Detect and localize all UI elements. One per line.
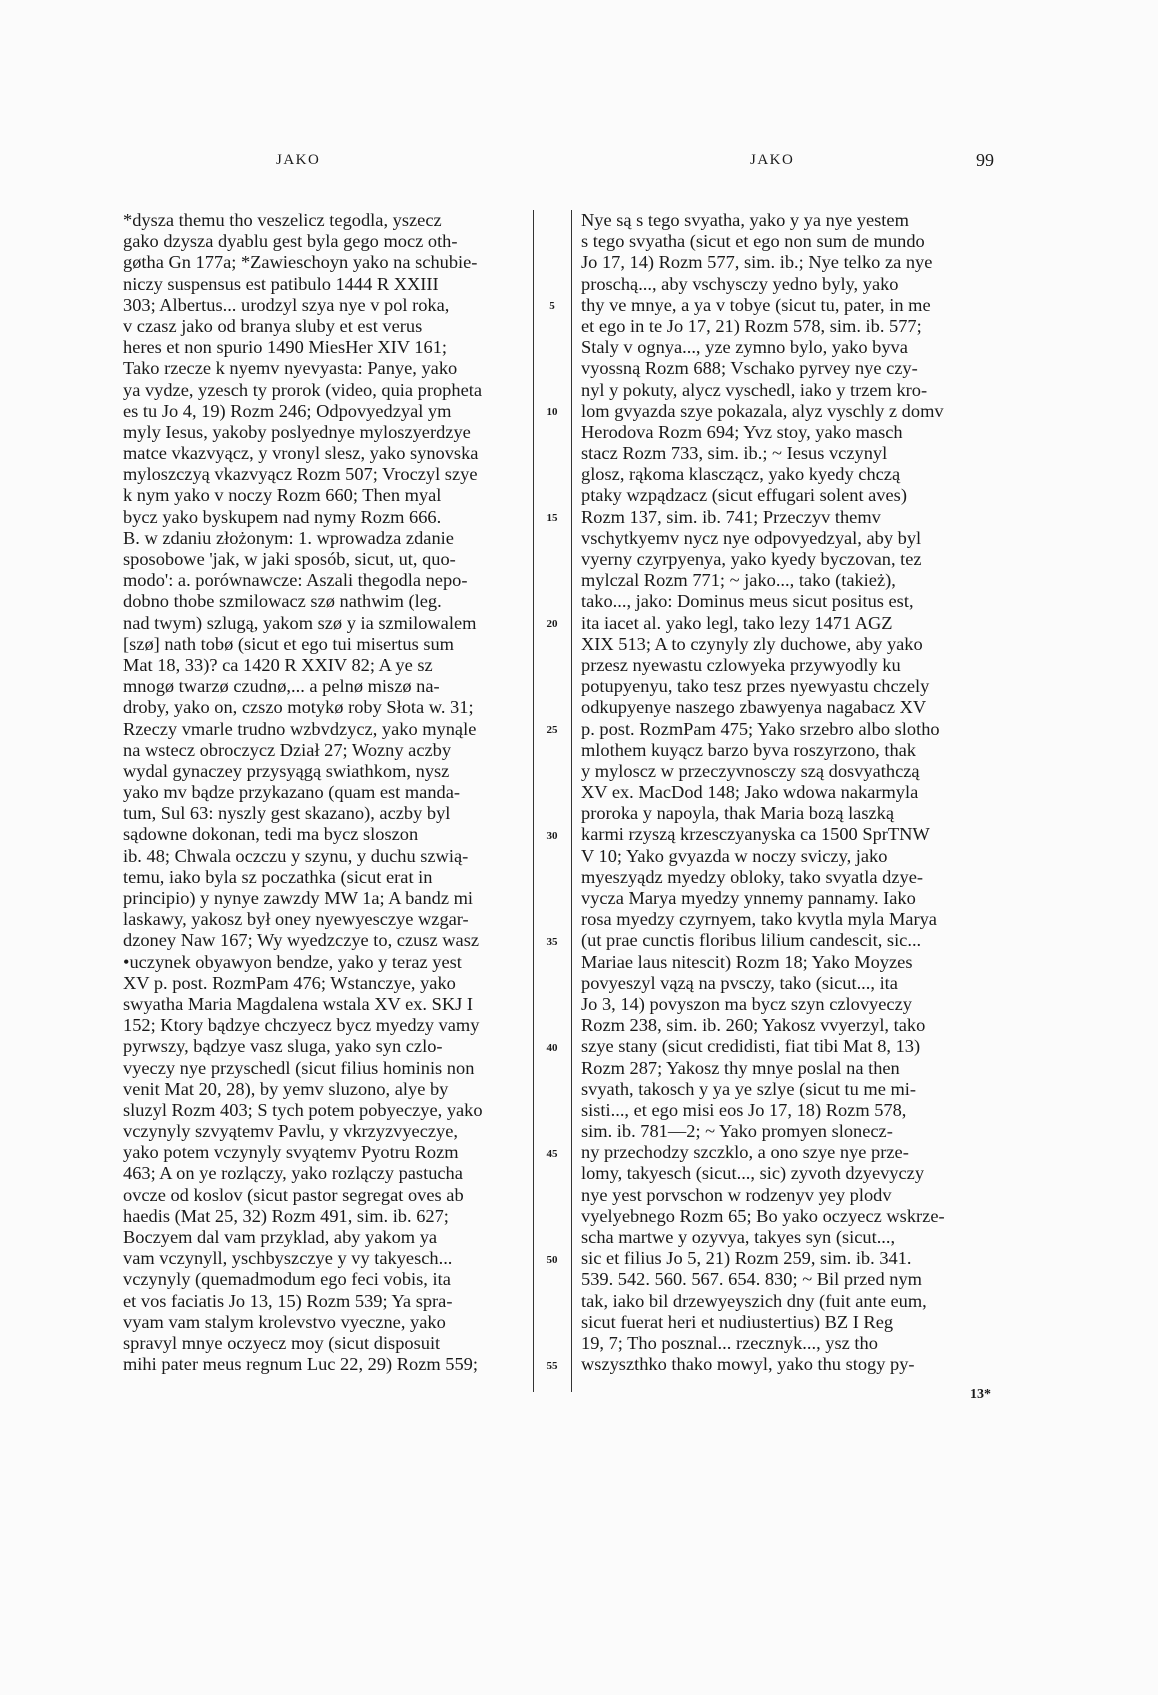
text-line: sluzyl Rozm 403; S tych potem pobyeczye, yako bbox=[123, 1099, 483, 1120]
text-line: dobno thobe szmilowacz szø nathwim (leg. bbox=[123, 591, 442, 612]
text-line: swyatha Maria Magdalena wstala XV ex. SKJ I bbox=[123, 993, 474, 1014]
text-line: sądowne dokonan, tedi ma bycz sloszon bbox=[123, 824, 419, 845]
line-number: 35 bbox=[546, 935, 558, 948]
text-line: potupyenyu, tako tesz przes nyewyastu chczely bbox=[581, 676, 930, 697]
text-line: sicut fuerat heri et nudiustertius) BZ I Reg bbox=[581, 1311, 894, 1332]
signature-mark: 13* bbox=[970, 1387, 991, 1402]
text-line: lom gvyazda szye pokazala, alyz vyschly z domv bbox=[581, 400, 944, 421]
text-line: mnogø twarzø czudnø,... a pelnø miszø na- bbox=[123, 676, 440, 697]
text-line: mihi pater meus regnum Luc 22, 29) Rozm 559; bbox=[123, 1354, 478, 1375]
text-line: v czasz jako od branya sluby et est verus bbox=[123, 315, 423, 336]
text-line: glosz, rąkoma klasczącz, yako kyedy chczą bbox=[581, 464, 901, 485]
text-line: y myloscz w przeczyvnosczy szą dosvyathczą bbox=[581, 760, 920, 781]
text-line: mlothem kuyącz barzo byva roszyrzono, thak bbox=[581, 739, 917, 760]
text-line: •uczynek obyawyon bendze, yako y teraz yest bbox=[123, 951, 462, 972]
text-line: spravyl mnye oczyecz moy (sicut disposuit bbox=[123, 1332, 441, 1353]
text-line: tak, iako bil drzewyeyszich dny (fuit ante eum, bbox=[581, 1290, 927, 1311]
text-line: Rozm 137, sim. ib. 741; Przeczyv themv bbox=[581, 506, 881, 527]
text-line: dzoney Naw 167; Wy wyedzczye to, czusz wasz bbox=[123, 930, 480, 951]
text-line: matce vkazvyącz, y vronyl slesz, yako synovska bbox=[123, 443, 479, 464]
text-line: stacz Rozm 733, sim. ib.; ~ Iesus vczynyl bbox=[581, 443, 888, 464]
text-line: rosa myedzy czyrnyem, tako kvytla myla Marya bbox=[581, 909, 937, 930]
text-line: Jo 17, 14) Rozm 577, sim. ib.; Nye telko za nye bbox=[581, 252, 933, 273]
text-line: 539. 542. 560. 567. 654. 830; ~ Bil przed nym bbox=[581, 1269, 922, 1290]
text-line: sposobowe 'jak, w jaki sposób, sicut, ut, quo- bbox=[123, 549, 456, 569]
text-line: XV ex. MacDod 148; Jako wdowa nakarmyla bbox=[581, 782, 919, 803]
line-number: 30 bbox=[546, 829, 558, 842]
text-line: na wstecz obroczycz Dział 27; Wozny aczby bbox=[123, 739, 452, 760]
line-number: 10 bbox=[546, 405, 558, 418]
text-line: 152; Ktory bądzye chczyecz bycz myedzy vamy bbox=[123, 1015, 480, 1036]
text-line: mylczal Rozm 771; ~ jako..., tako (takież), bbox=[581, 570, 896, 591]
text-line: es tu Jo 4, 19) Rozm 246; Odpovyedzyal ym bbox=[123, 400, 452, 421]
text-line: myloszczyą vkazvyącz Rozm 507; Vroczyl szye bbox=[123, 464, 478, 485]
text-line: venit Mat 20, 28), by yemv sluzono, alye by bbox=[123, 1078, 449, 1099]
text-line: tum, Sul 63: nyszly gest skazano), aczby byl bbox=[123, 803, 451, 824]
text-line: vycza Marya myedzy ynnemy pannamy. Iako bbox=[581, 888, 916, 908]
text-line: odkupyenye naszego zbawyenya nagabacz XV bbox=[581, 697, 927, 718]
text-line: scha martwe y ozyvya, takyes syn (sicut..., bbox=[581, 1227, 896, 1247]
text-line: Mat 18, 33)? ca 1420 R XXIV 82; A ye sz bbox=[123, 654, 433, 675]
line-number: 5 bbox=[549, 299, 555, 312]
text-line: vam vczynyll, yschbyszczye y vy takyesch... bbox=[123, 1248, 453, 1269]
text-line: ny przechodzy szczklo, a ono szye nye prze- bbox=[581, 1142, 909, 1163]
text-line: Nye są s tego svyatha, yako y ya nye yestem bbox=[581, 210, 909, 230]
text-line: gako dzysza dyablu gest byla gego mocz oth- bbox=[123, 231, 458, 252]
text-line: pyrwszy, bądzye vasz sluga, yako syn czlo- bbox=[123, 1036, 443, 1057]
text-line: lomy, takyesch (sicut..., sic) zyvoth dzyevyczy bbox=[581, 1163, 925, 1184]
text-line: ib. 48; Chwala oczczu y szynu, y duchu szwią- bbox=[123, 845, 469, 866]
text-line: sim. ib. 781—2; ~ Yako promyen slonecz- bbox=[581, 1121, 893, 1142]
text-line: niczy suspensus est patibulo 1444 R XXIII bbox=[123, 273, 439, 294]
text-line: sic et filius Jo 5, 21) Rozm 259, sim. ib. 341. bbox=[581, 1248, 912, 1269]
text-line: Tako rzecze k nyemv nyevyasta: Panye, yako bbox=[123, 358, 458, 379]
text-line: heres et non spurio 1490 MiesHer XIV 161; bbox=[123, 337, 447, 358]
text-line: k nym yako v noczy Rozm 660; Then myal bbox=[123, 485, 442, 506]
line-number: 20 bbox=[546, 617, 558, 630]
text-line: 19, 7; Tho posznal... rzecznyk..., ysz tho bbox=[581, 1332, 878, 1353]
text-line: Rozm 238, sim. ib. 260; Yakosz vvyerzyl, tako bbox=[581, 1015, 926, 1036]
page-number: 99 bbox=[976, 150, 994, 170]
line-number: 45 bbox=[546, 1147, 558, 1160]
text-line: przesz nyewastu czlowyeka przywyodly ku bbox=[581, 654, 901, 675]
text-line: proroka y napoyla, thak Maria bozą laszką bbox=[581, 803, 895, 824]
line-number: 50 bbox=[546, 1253, 558, 1266]
text-line: Jo 3, 14) povyszon ma bycz szyn czlovyeczy bbox=[581, 993, 912, 1014]
text-line: [szø] nath tobø (sicut et ego tui misertus sum bbox=[123, 633, 454, 654]
text-line: wszyszthko thako mowyl, yako thu stogy py- bbox=[581, 1354, 915, 1375]
text-line: Staly v ognya..., yze zymno bylo, yako byva bbox=[581, 337, 908, 358]
text-line: proschą..., aby vschysczy yedno byly, yako bbox=[581, 273, 899, 294]
text-line: nad twym) szlugą, yakom szø y ia szmilowalem bbox=[123, 612, 477, 633]
text-line: ita iacet al. yako legl, tako lezy 1471 AGZ bbox=[581, 612, 893, 633]
text-line: Rzeczy vmarle trudno wzbvdzycz, yako mynąle bbox=[123, 718, 477, 739]
text-line: vyelyebnego Rozm 65; Bo yako oczyecz wskrze- bbox=[581, 1205, 945, 1226]
text-line: myly Iesus, yakoby poslyednye myloszyerdzye bbox=[123, 421, 471, 442]
text-line: vczynyly (quemadmodum ego feci vobis, ita bbox=[123, 1269, 451, 1290]
text-line: ptaky wzpądzacz (sicut effugari solent aves) bbox=[581, 485, 907, 506]
text-line: nye yest porvschon w rodzenyv yey plodv bbox=[581, 1184, 892, 1205]
text-line: vyerny czyrpyenya, yako kyedy byczovan, tez bbox=[581, 549, 922, 569]
text-line: Herodova Rozm 694; Yvz stoy, yako masch bbox=[581, 421, 903, 442]
text-line: Mariae laus nitescit) Rozm 18; Yako Moyzes bbox=[581, 951, 913, 972]
text-line: V 10; Yako gvyazda w noczy sviczy, jako bbox=[581, 845, 888, 866]
text-line: vyossną Rozm 688; Vschako pyrvey nye czy- bbox=[581, 358, 918, 379]
text-line: modo': a. porównawcze: Aszali thegodla nepo- bbox=[123, 570, 468, 591]
text-line: XIX 513; A to czynyly zly duchowe, aby yako bbox=[581, 633, 923, 654]
left-column bbox=[123, 210, 543, 1375]
line-number: 55 bbox=[546, 1359, 558, 1372]
column-rule-right bbox=[571, 210, 572, 1392]
text-line: wydal gynaczey przysyągą swiathkom, nysz bbox=[123, 760, 450, 781]
text-line: s tego svyatha (sicut et ego non sum de mundo bbox=[581, 231, 925, 252]
text-line: gøtha Gn 177a; *Zawieschoyn yako na schubie- bbox=[123, 252, 478, 273]
running-head-right: JAKO bbox=[750, 152, 795, 168]
line-number: 25 bbox=[546, 723, 558, 736]
text-line: vyeczy nye przyschedl (sicut filius hominis non bbox=[123, 1057, 475, 1078]
right-column bbox=[581, 210, 1001, 1375]
text-line: 303; Albertus... urodzyl szya nye v pol roka, bbox=[123, 294, 450, 315]
text-line: ovcze od koslov (sicut pastor segregat oves ab bbox=[123, 1184, 464, 1205]
text-line: XV p. post. RozmPam 476; Wstanczye, yako bbox=[123, 972, 456, 993]
line-number: 15 bbox=[546, 511, 558, 524]
text-line: karmi rzyszą krzesczyanyska ca 1500 SprTNW bbox=[581, 824, 930, 845]
text-line: bycz yako byskupem nad nymy Rozm 666. bbox=[123, 506, 442, 527]
text-line: thy ve mnye, a ya v tobye (sicut tu, pater, in me bbox=[581, 294, 931, 315]
text-line: p. post. RozmPam 475; Yako srzebro albo slotho bbox=[581, 718, 940, 739]
text-line: haedis (Mat 25, 32) Rozm 491, sim. ib. 627; bbox=[123, 1205, 449, 1226]
text-line: vschytkyemv nycz nye odpovyedzyal, aby byl bbox=[581, 527, 922, 548]
text-line: et vos faciatis Jo 13, 15) Rozm 539; Ya spra- bbox=[123, 1290, 453, 1311]
text-line: droby, yako on, czszo motykø roby Słota w. 31; bbox=[123, 697, 474, 718]
text-line: ya vydze, yzesch ty prorok (video, quia propheta bbox=[123, 379, 483, 400]
text-line: *dysza themu tho veszelicz tegodla, yszecz bbox=[123, 210, 442, 230]
text-line: povyeszyl vązą na pvsczy, tako (sicut..., ita bbox=[581, 972, 898, 993]
text-line: temu, iako byla sz poczathka (sicut erat in bbox=[123, 866, 433, 887]
text-line: vczynyly szvyątemv Pavlu, y vkrzyzvyeczye, bbox=[123, 1121, 459, 1142]
text-line: Boczyem dal vam przyklad, aby yakom ya bbox=[123, 1227, 438, 1247]
text-line: 463; A on ye rozlączy, yako rozlączy pastucha bbox=[123, 1163, 463, 1184]
text-line: svyath, takosch y ya ye szlye (sicut tu me mi- bbox=[581, 1078, 917, 1099]
text-line: szye stany (sicut credidisti, fiat tibi Mat 8, 13) bbox=[581, 1036, 921, 1057]
text-line: laskawy, yakosz był oney nyewyesczye wzgar- bbox=[123, 909, 469, 930]
text-line: tako..., jako: Dominus meus sicut positus est, bbox=[581, 591, 914, 612]
text-line: B. w zdaniu złożonym: 1. wprowadza zdanie bbox=[123, 527, 454, 548]
text-line: yako potem vczynyly svyątemv Pyotru Rozm bbox=[123, 1142, 459, 1163]
text-line: (ut prae cunctis floribus lilium candescit, sic... bbox=[581, 930, 922, 951]
text-line: vyam vam stalym krolevstvo vyeczne, yako bbox=[123, 1311, 446, 1332]
text-line: Rozm 287; Yakosz thy mnye poslal na then bbox=[581, 1057, 900, 1078]
text-line: et ego in te Jo 17, 21) Rozm 578, sim. ib. 577; bbox=[581, 315, 922, 336]
line-number: 40 bbox=[546, 1041, 558, 1054]
text-line: yako mv bądze przykazano (quam est manda- bbox=[123, 782, 461, 803]
text-line: sisti..., et ego misi eos Jo 17, 18) Rozm 578, bbox=[581, 1099, 907, 1120]
running-head-left: JAKO bbox=[276, 152, 321, 168]
text-line: principio) y nynye zawzdy MW 1a; A bandz mi bbox=[123, 888, 474, 908]
text-line: myeszyądz myedzy obloky, tako svyatla dzye- bbox=[581, 866, 923, 887]
text-line: nyl y pokuty, alycz vyschedl, iako y trzem kro- bbox=[581, 379, 928, 400]
column-rule-left bbox=[533, 210, 534, 1392]
